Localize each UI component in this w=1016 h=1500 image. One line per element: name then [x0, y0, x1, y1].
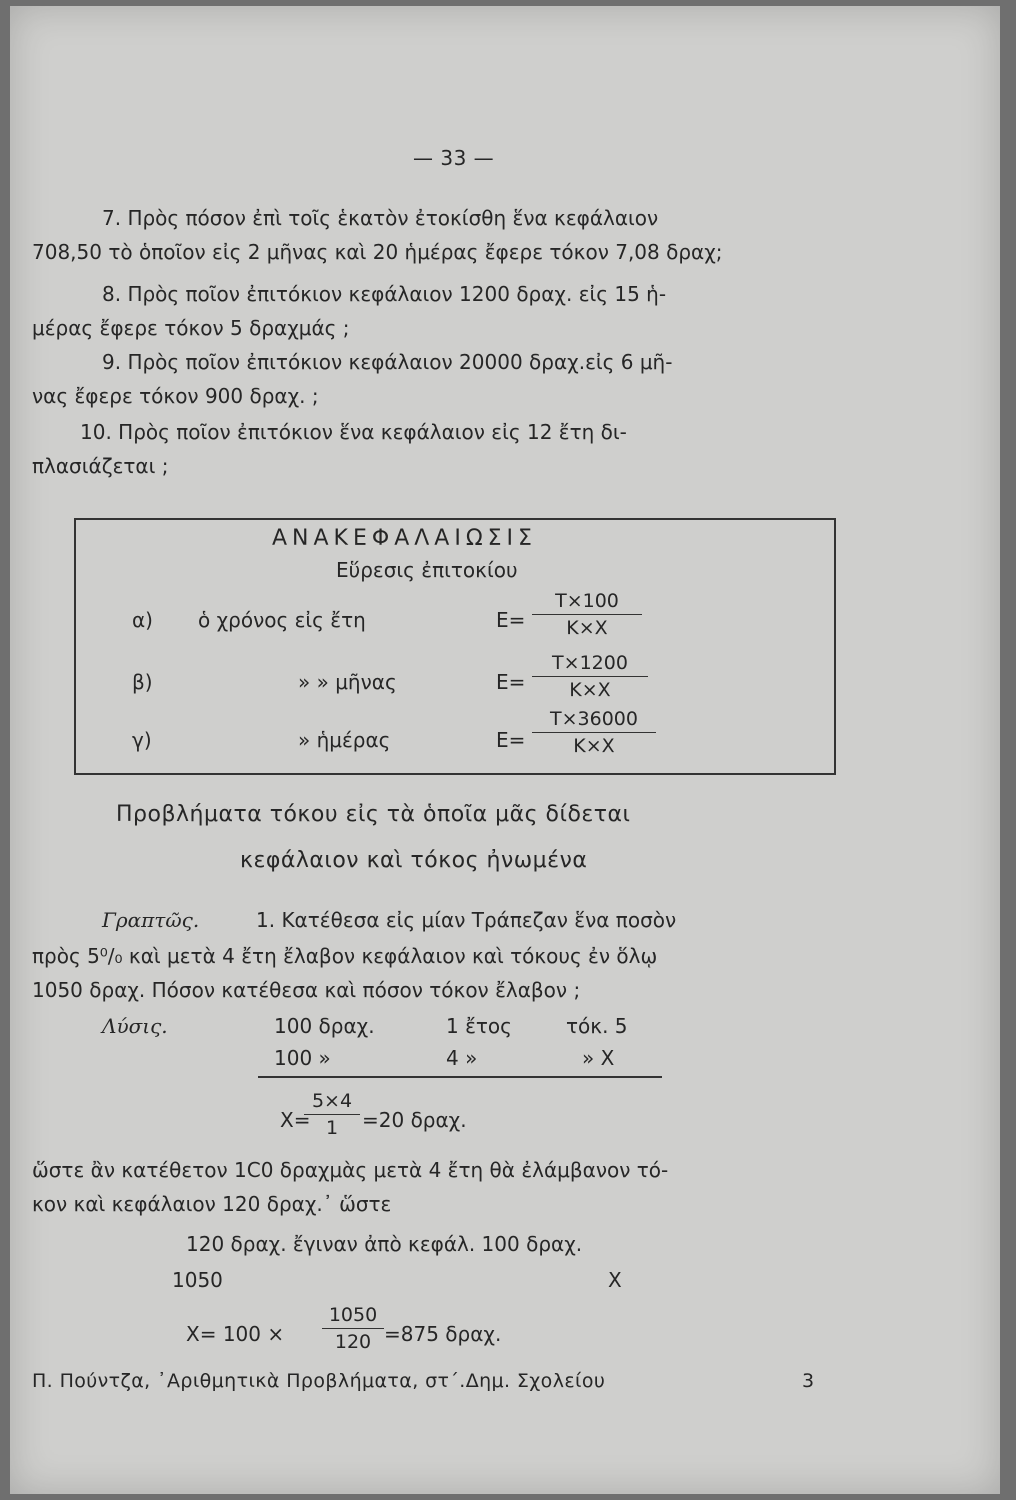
solution-label: Λύσις.: [102, 1014, 168, 1038]
problem-8-line2: μέρας ἔφερε τόκον 5 δραχμάς ;: [32, 316, 350, 340]
book-page: [10, 6, 1000, 1494]
equation1-fraction: [304, 1088, 360, 1141]
fraction-numerator: 1050: [328, 1304, 378, 1326]
summary-title: ΑΝΑΚΕΦΑΛΑΙΩΣΙΣ: [272, 526, 537, 551]
summary-box: [74, 518, 836, 775]
solution-para1: ὥστε ἂν κατέθετον 1C0 δραχμὰς μετὰ 4 ἔτη θὰ ἐλάμβανον τό-: [32, 1158, 669, 1182]
example-line1: 1. Κατέθεσα εἰς μίαν Τράπεζαν ἕνα ποσὸν: [256, 908, 677, 932]
example-label: Γραπτῶς.: [102, 908, 200, 932]
equation2-fraction: [322, 1302, 384, 1355]
footer-sheet-number: 3: [802, 1370, 815, 1392]
example-line3: 1050 δραχ. Πόσον κατέθεσα καὶ πόσον τόκον ἔλαβον ;: [32, 978, 581, 1002]
equation1-left: Χ=: [280, 1108, 311, 1132]
page-number: — 33 —: [413, 146, 495, 170]
summary-row-b-text: » » μῆνας: [298, 670, 397, 694]
summary-row-b-eq: Ε=: [496, 670, 526, 694]
summary-row-c-text: » ἡμέρας: [298, 728, 391, 752]
summary-row-c-label: γ): [132, 728, 152, 752]
fraction-numerator: Τ×1200: [552, 652, 628, 674]
proportion-rule: [258, 1076, 662, 1078]
solution-row2-col1: 100 »: [274, 1046, 331, 1070]
summary-row-a-text: ὁ χρόνος εἰς ἔτη: [198, 608, 366, 632]
solution-row1-col1: 100 δραχ.: [274, 1014, 375, 1038]
equation2-right: =875 δραχ.: [384, 1322, 502, 1346]
summary-row-b-fraction: [532, 650, 648, 703]
summary-row-a-eq: Ε=: [496, 608, 526, 632]
solution-row4-right: Χ: [608, 1268, 622, 1292]
problem-9-line2: νας ἔφερε τόκον 900 δραχ. ;: [32, 384, 319, 408]
problem-10-line2: πλασιάζεται ;: [32, 454, 169, 478]
solution-row3: 120 δραχ. ἔγιναν ἀπὸ κεφάλ. 100 δραχ.: [186, 1232, 583, 1256]
summary-row-a-label: α): [132, 608, 153, 632]
summary-subtitle: Εὕρεσις ἐπιτοκίου: [336, 558, 518, 582]
equation2-left: Χ= 100 ×: [186, 1322, 285, 1346]
fraction-denominator: 1: [325, 1117, 339, 1139]
solution-row1-col3: τόκ. 5: [566, 1014, 628, 1038]
equation1-right: =20 δραχ.: [362, 1108, 467, 1132]
fraction-numerator: 5×4: [311, 1090, 353, 1112]
summary-row-c-fraction: [532, 706, 656, 759]
section-heading-line1: Προβλήματα τόκου εἰς τὰ ὁποῖα μᾶς δίδεται: [116, 802, 631, 827]
fraction-numerator: Τ×100: [555, 590, 619, 612]
problem-9-line1: 9. Πρὸς ποῖον ἐπιτόκιον κεφάλαιον 20000 δραχ.εἰς 6 μῆ-: [102, 350, 673, 374]
solution-para2: κον καὶ κεφάλαιον 120 δραχ.᾿ ὥστε: [32, 1192, 392, 1216]
fraction-numerator: Τ×36000: [550, 708, 638, 730]
summary-row-b-label: β): [132, 670, 153, 694]
problem-10-line1: 10. Πρὸς ποῖον ἐπιτόκιον ἕνα κεφάλαιον εἰς 12 ἔτη δι-: [80, 420, 627, 444]
fraction-denominator: Κ×Χ: [569, 679, 611, 701]
summary-row-a-fraction: [532, 588, 642, 641]
fraction-denominator: 120: [334, 1331, 372, 1353]
solution-row2-col2: 4 »: [446, 1046, 478, 1070]
problem-7-line2: 708,50 τὸ ὁποῖον εἰς 2 μῆνας καὶ 20 ἡμέρας ἔφερε τόκον 7,08 δραχ;: [32, 240, 723, 264]
problem-8-line1: 8. Πρὸς ποῖον ἐπιτόκιον κεφάλαιον 1200 δραχ. εἰς 15 ἡ-: [102, 282, 667, 306]
solution-row1-col2: 1 ἔτος: [446, 1014, 512, 1038]
solution-row2-col3: » Χ: [582, 1046, 615, 1070]
solution-row4-left: 1050: [172, 1268, 223, 1292]
example-line2: πρὸς 5⁰/₀ καὶ μετὰ 4 ἔτη ἔλαβον κεφάλαιον καὶ τόκους ἐν ὅλῳ: [32, 944, 658, 968]
footer-text: Π. Πούντζα, ᾿Αριθμητικὰ Προβλήματα, στ΄.Δημ. Σχολείου: [32, 1370, 606, 1392]
section-heading-line2: κεφάλαιον καὶ τόκος ἠνωμένα: [240, 848, 588, 873]
problem-7-line1: 7. Πρὸς πόσον ἐπὶ τοῖς ἑκατὸν ἐτοκίσθη ἕνα κεφάλαιον: [102, 206, 659, 230]
summary-row-c-eq: Ε=: [496, 728, 526, 752]
fraction-denominator: Κ×Χ: [573, 735, 615, 757]
fraction-denominator: Κ×Χ: [566, 617, 608, 639]
